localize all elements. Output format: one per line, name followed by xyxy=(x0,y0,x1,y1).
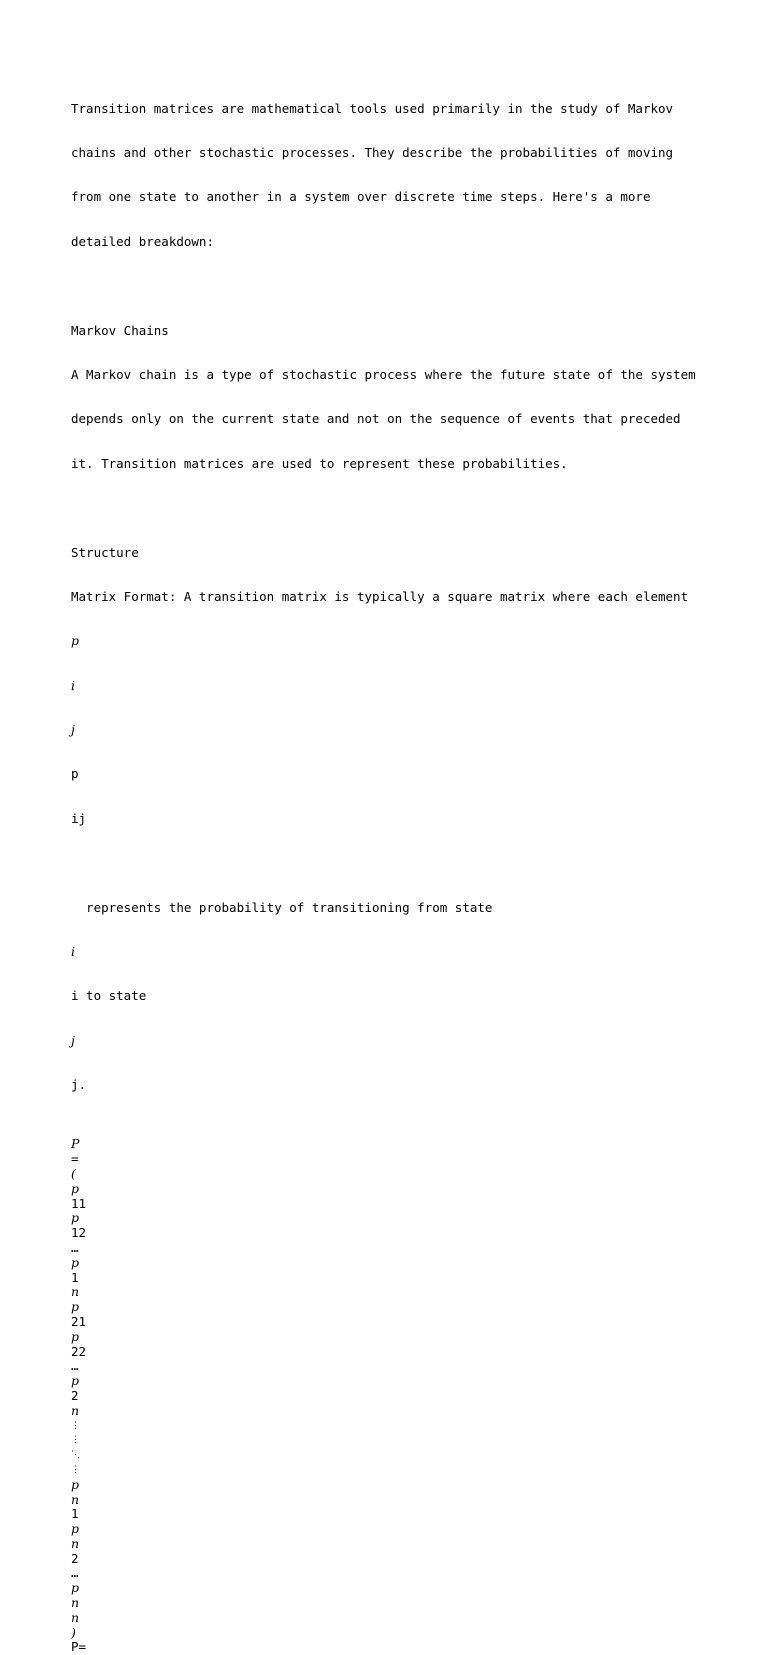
matrix-token: = xyxy=(71,1151,79,1167)
matrix-token: ⋱ xyxy=(71,1450,80,1461)
matrix-token: 1 xyxy=(71,1269,79,1285)
matrix-token: ⋮ xyxy=(71,1420,80,1431)
matrix-format-line: Matrix Format: A transition matrix is typically a square matrix where each element xyxy=(71,588,689,604)
markov-chains-section xyxy=(71,294,731,501)
intro-line: Transition matrices are mathematical tools used primarily in the study of Markov xyxy=(71,100,674,116)
paragraph-gap xyxy=(71,279,731,294)
matrix-token: p xyxy=(71,1299,80,1315)
matrix-token: … xyxy=(71,1358,79,1374)
intro-line: chains and other stochastic processes. They describe the probabilities of moving xyxy=(71,144,674,160)
math-fallback-text: ij xyxy=(71,810,87,826)
matrix-token: p xyxy=(71,1254,80,1270)
matrix-token: n xyxy=(71,1491,80,1507)
intro-line: from one state to another in a system over discrete time steps. Here's a more xyxy=(71,189,651,205)
matrix-token: 22 xyxy=(71,1343,87,1359)
body-line: A Markov chain is a type of stochastic process where the future state of the system xyxy=(71,366,696,382)
matrix-token: 2 xyxy=(71,1550,79,1566)
state-text: i to state xyxy=(71,988,147,1004)
math-symbol-p: p xyxy=(71,633,80,649)
matrix-token: 2 xyxy=(71,1387,79,1403)
section-heading: Structure xyxy=(71,544,139,560)
paragraph-gap xyxy=(71,501,731,516)
matrix-token: P xyxy=(71,1136,80,1152)
matrix-token: n xyxy=(71,1402,80,1418)
intro-line: detailed breakdown: xyxy=(71,233,214,249)
document-body xyxy=(71,72,731,1655)
math-symbol-i: i xyxy=(71,677,75,693)
represents-line: represents the probability of transitioning from state xyxy=(71,899,493,915)
matrix-token: ⋮ xyxy=(71,1464,80,1475)
paragraph-gap xyxy=(71,1123,731,1138)
matrix-token: 12 xyxy=(71,1225,87,1241)
matrix-token: 11 xyxy=(71,1195,87,1211)
matrix-token: p xyxy=(71,1328,80,1344)
math-symbol-j: j xyxy=(71,1032,75,1048)
matrix-token: p xyxy=(71,1580,80,1596)
math-symbol-j: j xyxy=(71,722,75,738)
intro-paragraph xyxy=(71,72,731,279)
matrix-token: ) xyxy=(71,1624,76,1640)
transition-matrix-fallback xyxy=(71,1137,731,1655)
matrix-token: 1 xyxy=(71,1506,79,1522)
matrix-token: n xyxy=(71,1284,80,1300)
line-gap xyxy=(71,856,731,871)
matrix-token: p xyxy=(71,1210,80,1226)
section-heading: Markov Chains xyxy=(71,322,169,338)
math-fallback-text: p xyxy=(71,766,79,782)
structure-section xyxy=(71,516,731,1123)
matrix-token: 21 xyxy=(71,1313,87,1329)
matrix-token: p xyxy=(71,1373,80,1389)
body-line: it. Transition matrices are used to represent these probabilities. xyxy=(71,455,568,471)
body-line: depends only on the current state and not on the sequence of events that preceded xyxy=(71,411,681,427)
matrix-token: p xyxy=(71,1180,80,1196)
matrix-token: n xyxy=(71,1609,80,1625)
matrix-token: … xyxy=(71,1239,79,1255)
math-symbol-i: i xyxy=(71,944,75,960)
matrix-token: … xyxy=(71,1565,79,1581)
matrix-token: p xyxy=(71,1476,80,1492)
matrix-token: ⋮ xyxy=(71,1435,80,1446)
state-text: j. xyxy=(71,1077,87,1093)
matrix-token: p xyxy=(71,1521,80,1537)
matrix-token: P= xyxy=(71,1639,87,1655)
matrix-token: n xyxy=(71,1595,80,1611)
matrix-token: ( xyxy=(71,1165,76,1181)
matrix-token: n xyxy=(71,1535,80,1551)
